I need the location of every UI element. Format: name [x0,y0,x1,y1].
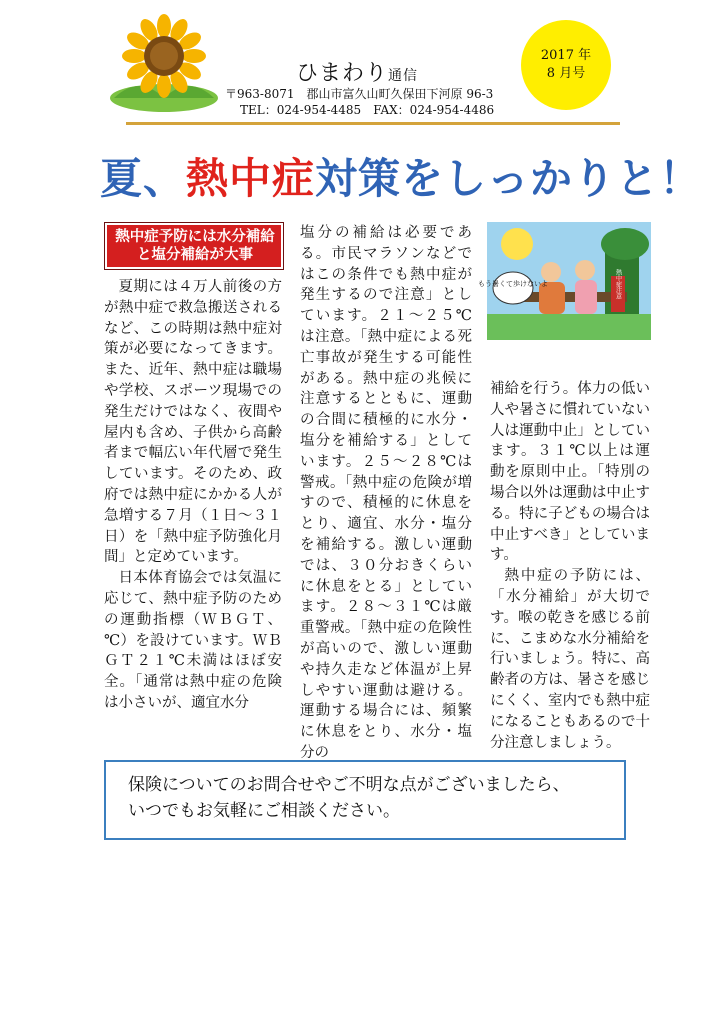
headline-part-2: 熱中症 [186,154,316,203]
contact-notice-box [104,760,626,840]
article-column-3 [490,379,650,753]
notice-line-2: いつでもお気軽にご相談ください。 [128,801,400,821]
paragraph: 日本体育協会では気温に応じて、熱中症予防のための運動指標（ＷＢＧＴ、℃）を設けています。ＷＢＧＴ２１℃未満はほぼ安全。「通常は熱中症の危険は小さいが、適宜水分 [104,570,282,711]
newsletter-name: ひまわり [296,61,389,86]
newsletter-name-suffix: 通信 [388,68,419,84]
contact-line: TEL：024-954-4485 FAX：024-954-4486 [240,103,495,117]
article-column-1 [104,277,282,714]
paragraph: 熱中症の予防には、「水分補給」が大切です。喉の乾きを感じる前に、こまめな水分補給を行いましょう。特に、高齢者の方は、暑さを感じにくく、室内でも熱中症になることもあるので十分注意しましょう。 [490,568,650,751]
address-line: 〒963-8071 郡山市富久山町久保田下河原 96-3 [225,87,494,101]
subheading-box [104,222,284,270]
paragraph: 補給を行う。体力の低い人や暑さに慣れていない人は運動中止」としています。３１℃以上は運動を原則中止。「特別の場合以外は運動は中止する。特に子どもの場合は中止すべき」としています。 [490,381,650,564]
speech-bubble-text: もう暑くて歩けないよ [478,280,548,288]
issue-year: 2017 年 [540,48,592,63]
notice-line-1: 保険についてのお問合せやご不明な点がございましたら、 [128,775,570,795]
header-divider [126,122,620,125]
sunflower-logo-icon [104,14,224,114]
headline-part-1: 夏、 [100,154,187,203]
subheading: 熱中症予防には水分補給と塩分補給が大事 [115,229,275,263]
issue-month: 8 月号 [546,66,586,81]
headline-part-3: 対策をしっかりと！ [315,154,703,203]
paragraph: 夏期には４万人前後の方が熱中症で救急搬送されるなど、この時期は熱中症対策が必要になってきます。また、近年、熱中症は職場や学校、スポーツ現場での発生だけではなく、夜間や屋内も含め、子供から高齢者まで幅広い年代層で発生しています。そのため、政府では熱中症にかかる人が急増する７月（１日～３１日）を「熱中症予防強化月間」と定めています。 [104,279,282,566]
article-column-2 [300,223,472,764]
headline [100,146,703,206]
issue-badge [521,20,611,110]
paragraph: 塩分の補給は必要である。市民マラソンなどではこの条件でも熱中症が発生するので注意」としています。２１～２５℃は注意。「熱中症による死亡事故が発生する可能性がある。熱中症の兆候に注意するとともに、運動の合間に積極的に水分・塩分を補給する」としています。２５～２８℃は警戒。「熱中症の危険が増すので、積極的に休息をとり、適宜、水分・塩分を補給する。激しい運動では、３０分おきくらいに休息をとる」としています。２８～３１℃は厳重警戒。「熱中症の危険性が高いので、激しい運動や持久走など体温が上昇しやすい運動は避ける。運動する場合には、頻繁に休息をとり、水分・塩分の [300,225,472,761]
newsletter-title [296,56,418,87]
warning-sign-text: 熱中症注意 [614,269,622,299]
heat-illustration-icon [478,222,651,340]
